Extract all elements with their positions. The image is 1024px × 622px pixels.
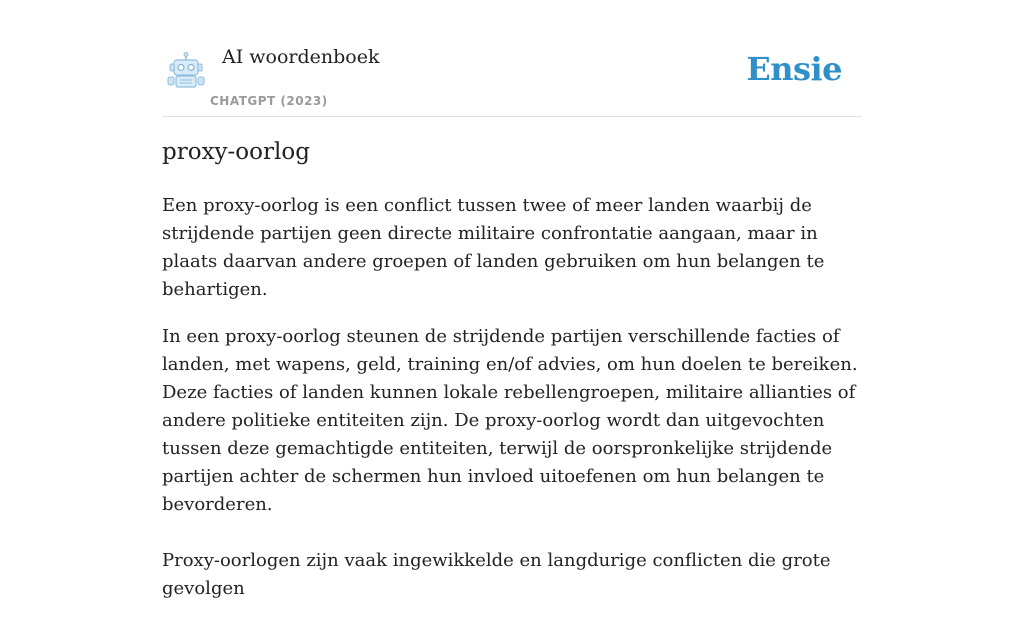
page xyxy=(162,0,862,599)
definition-paragraph: Een proxy-oorlog is een conflict tussen twee of meer landen waarbij de strijdende partijen geen directe militaire confrontatie aangaan, maar in plaats daarvan andere groepen of landen gebruiken om hun belangen te behartigen. xyxy=(162,195,825,300)
source-header xyxy=(162,0,862,117)
definition-paragraph: In een proxy-oorlog steunen de strijdende partijen verschillende facties of landen, met wapens, geld, training en/of advies, om hun doelen te bereiken. Deze facties of landen kunnen lokale rebellengroepen, militaire allianties of andere politieke entiteiten zijn. De proxy-oorlog wordt dan uitgevochten tussen deze gemachtigde entiteiten, terwijl de oorspronkelijke strijdende partijen achter de schermen hun invloed uitoefenen om hun belangen te bevorderen. xyxy=(162,326,858,515)
entry-headword: proxy-oorlog xyxy=(162,139,310,165)
source-title[interactable]: AI woordenboek xyxy=(222,46,380,68)
entry-definition xyxy=(162,192,862,622)
source-subtitle: CHATGPT (2023) xyxy=(210,94,328,108)
robot-icon xyxy=(166,52,206,90)
brand-logo[interactable]: Ensie xyxy=(746,50,842,88)
definition-paragraph: Proxy-oorlogen zijn vaak ingewikkelde en langdurige conflicten die grote gevolgen xyxy=(162,550,831,599)
